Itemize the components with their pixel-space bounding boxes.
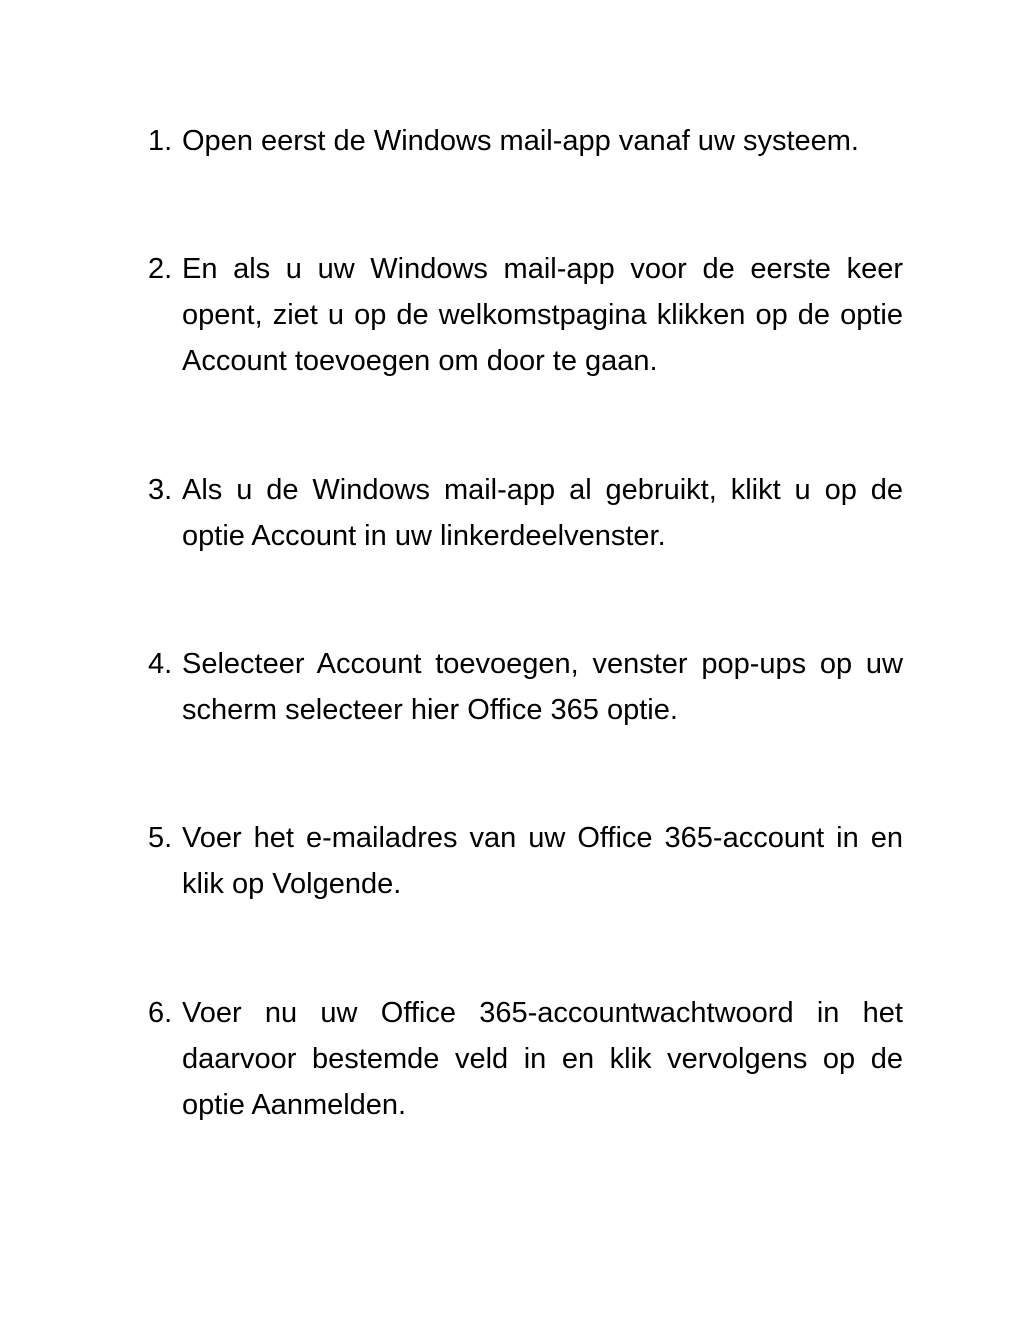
list-item xyxy=(148,467,903,559)
list-text: Voer nu uw Office 365-accountwachtwoord in het daarvoor bestemde veld in en klik vervolgens op de optie Aanmelden. xyxy=(182,997,903,1121)
list-text: Open eerst de Windows mail-app vanaf uw systeem. xyxy=(182,125,859,157)
list-number: 4. xyxy=(148,648,173,680)
list-text: Voer het e-mailadres van uw Office 365-account in en klik op Volgende. xyxy=(182,822,903,900)
list-text: Selecteer Account toevoegen, venster pop-ups op uw scherm selecteer hier Office 365 optie. xyxy=(182,648,903,726)
list-text: En als u uw Windows mail-app voor de eerste keer opent, ziet u op de welkomstpagina klikken op de optie Account toevoegen om door te gaan. xyxy=(182,253,903,377)
list-number: 1. xyxy=(148,125,173,157)
list-item xyxy=(148,118,903,164)
list-number: 3. xyxy=(148,474,173,506)
list-item xyxy=(148,641,903,733)
list-item xyxy=(148,246,903,384)
list-number: 2. xyxy=(148,253,173,285)
list-number: 5. xyxy=(148,822,173,854)
list-number: 6. xyxy=(148,997,173,1029)
list-item xyxy=(148,990,903,1128)
list-text: Als u de Windows mail-app al gebruikt, klikt u op de optie Account in uw linkerdeelvenster. xyxy=(182,474,903,552)
list-item xyxy=(148,815,903,907)
